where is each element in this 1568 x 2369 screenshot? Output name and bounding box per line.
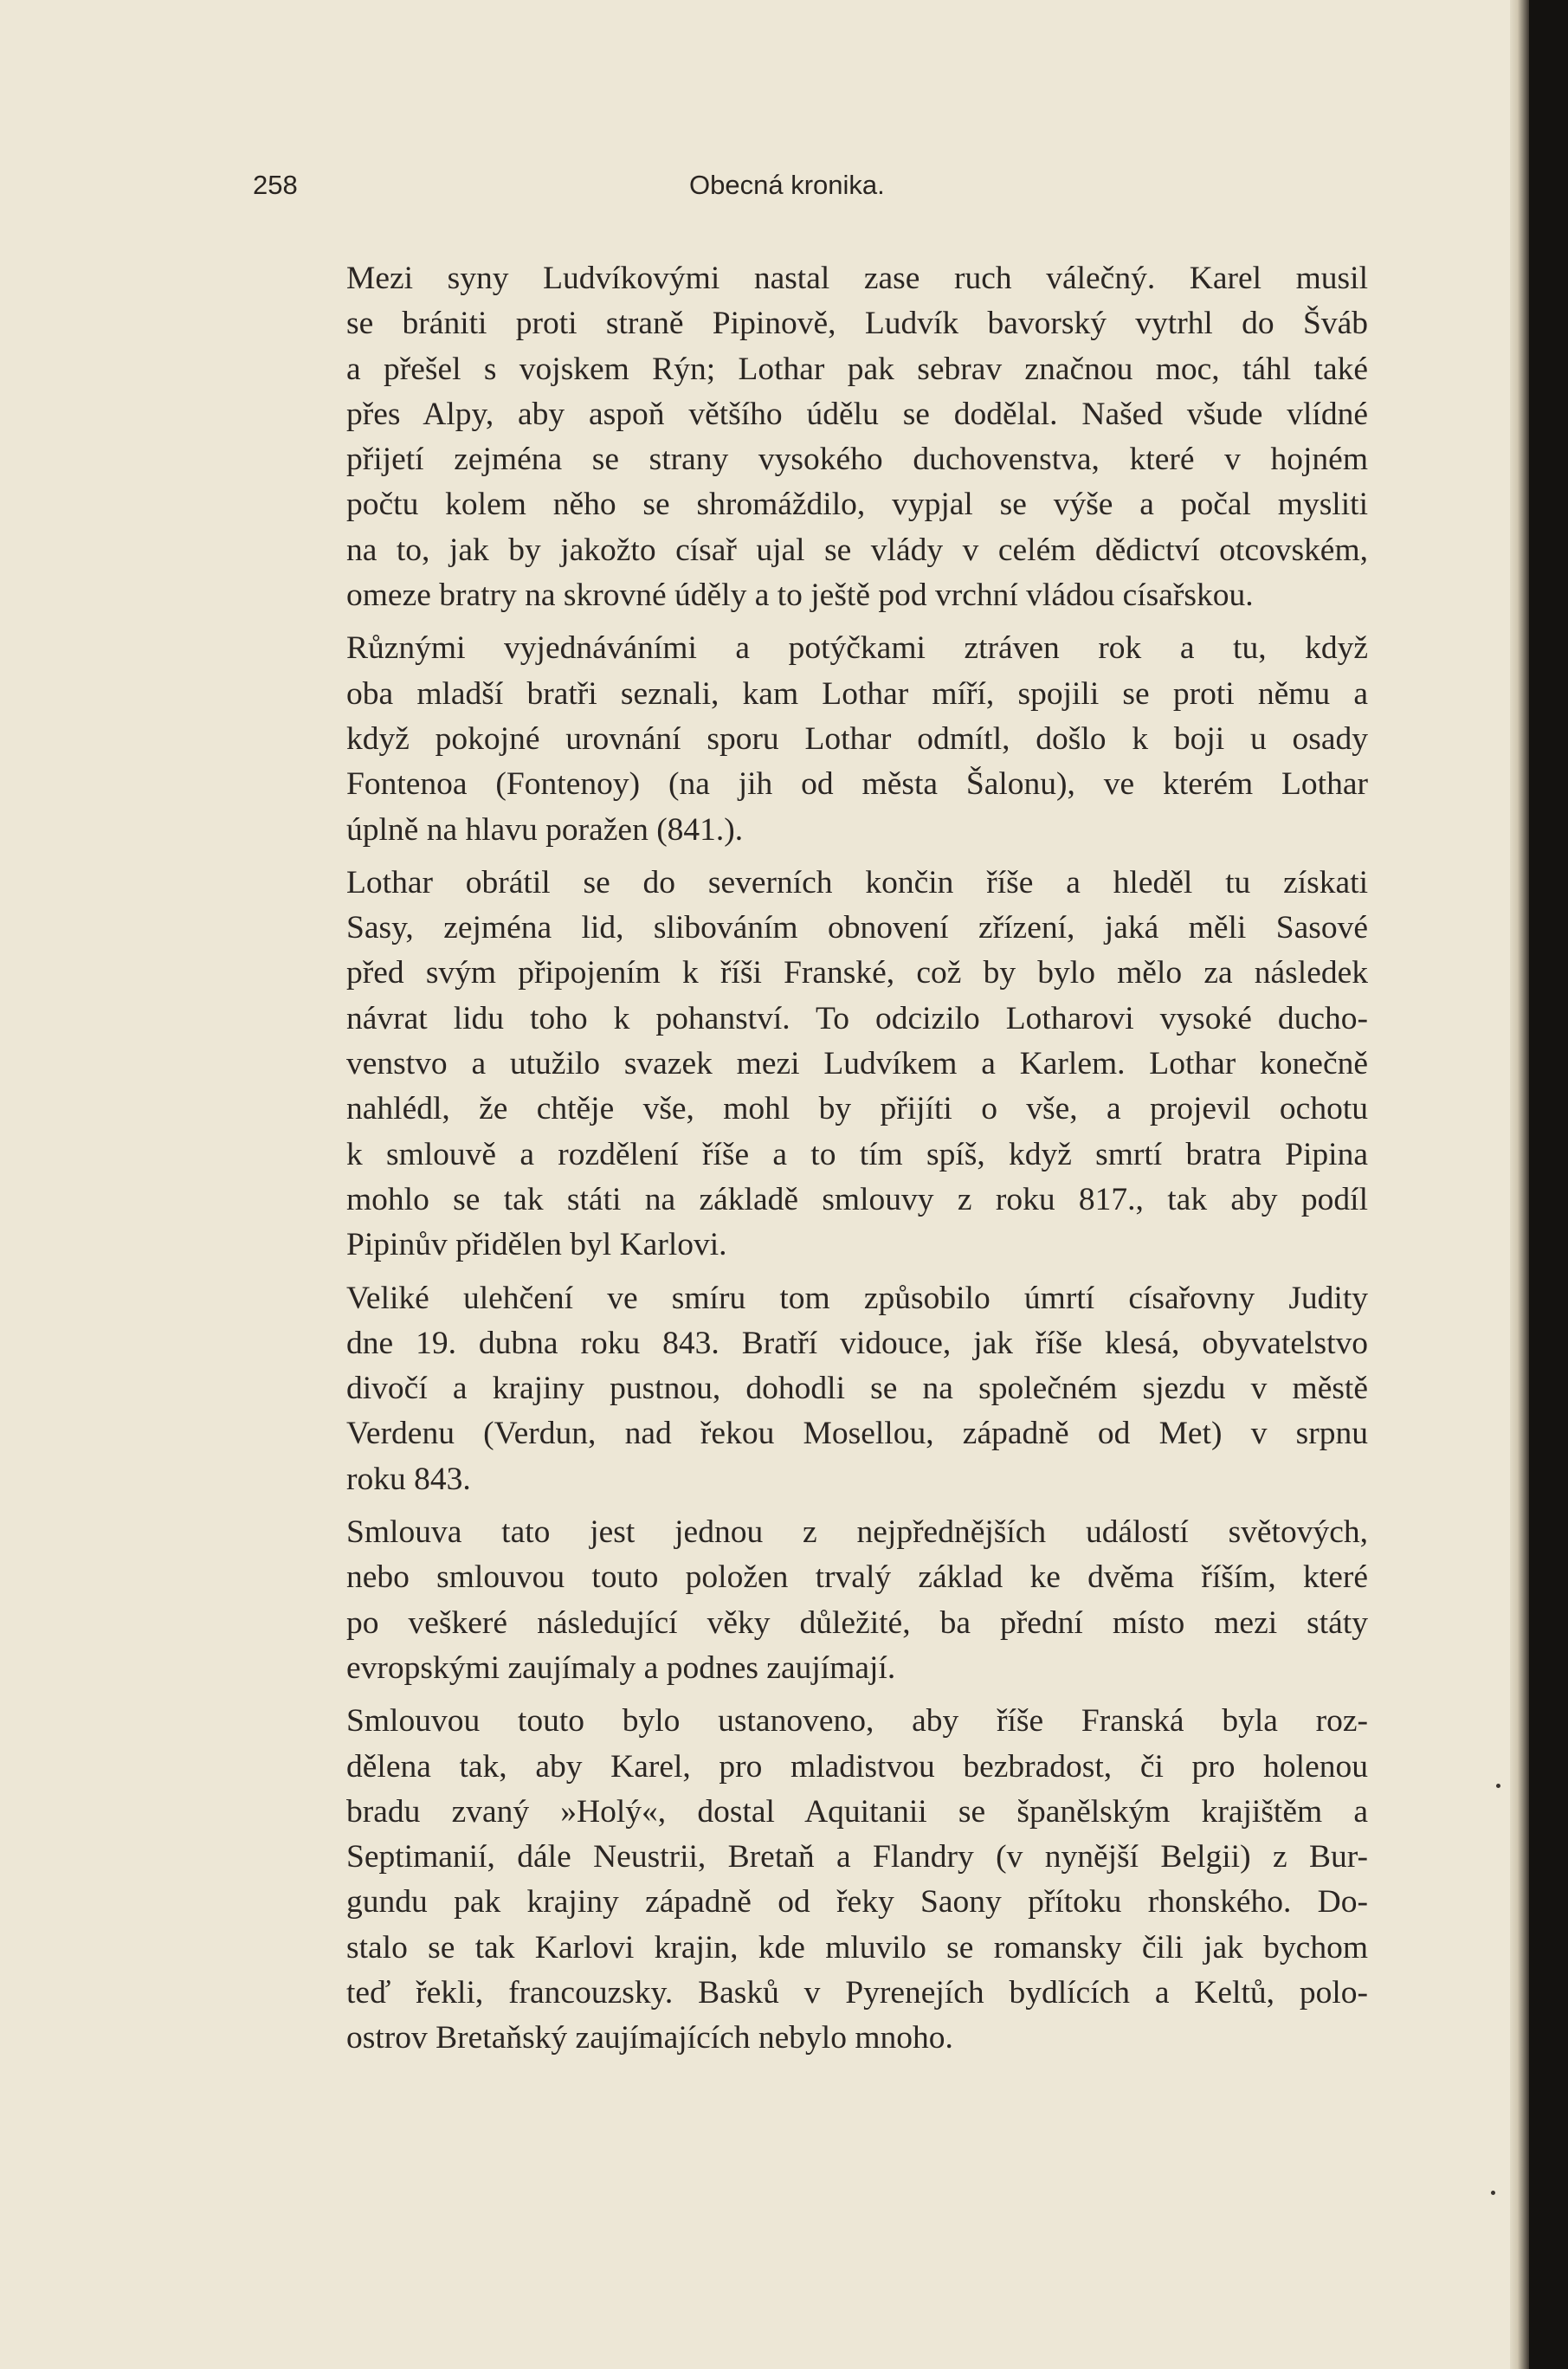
text-line: Pipinův přidělen byl Karlovi. xyxy=(346,1227,727,1263)
text-line: Smlouvou touto bylo ustanoveno, aby říše Franská byla roz- xyxy=(346,1703,1368,1740)
text-line: nebo smlouvou touto položen trvalý základ ke dvěma říším, které xyxy=(346,1559,1368,1596)
text-line: Smlouva tato jest jednou z nejpřednějších událostí světových, xyxy=(346,1514,1368,1551)
page-edge xyxy=(1510,0,1529,2369)
text-line: Verdenu (Verdun, nad řekou Mosellou, západně od Met) v srpnu xyxy=(346,1416,1368,1452)
binding-shadow xyxy=(1529,0,1568,2369)
text-line: teď řekli, francouzsky. Basků v Pyrenejích bydlících a Keltů, polo- xyxy=(346,1974,1368,2011)
text-line: venstvo a utužilo svazek mezi Ludvíkem a Karlem. Lothar konečně xyxy=(346,1046,1368,1082)
text-line: k smlouvě a rozdělení říše a to tím spíš, když smrtí bratra Pipina xyxy=(346,1136,1368,1172)
running-title: Obecná kronika. xyxy=(689,170,885,200)
text-line: ostrov Bretaňský zaujímajících nebylo mnoho. xyxy=(346,2020,953,2056)
text-line: Fontenoa (Fontenoy) (na jih od města Šalonu), ve kterém Lothar xyxy=(346,766,1368,803)
text-line: se brániti proti straně Pipinově, Ludvík bavorský vytrhl do Šváb xyxy=(346,306,1368,342)
paragraph xyxy=(253,1276,1368,1502)
text-line: evropskými zaujímaly a podnes zaujímají. xyxy=(346,1649,896,1686)
text-line: omeze bratry na skrovné úděly a to ještě pod vrchní vládou císařskou. xyxy=(346,578,1254,614)
print-speck xyxy=(1496,1784,1500,1788)
text-line: bradu zvaný »Holý«, dostal Aquitanii se španělským krajištěm a xyxy=(346,1793,1368,1830)
text-line: dne 19. dubna roku 843. Bratří vidouce, jak říše klesá, obyvatelstvo xyxy=(346,1325,1368,1361)
text-line: divočí a krajiny pustnou, dohodli se na společném sjezdu v městě xyxy=(346,1371,1368,1407)
text-line: přes Alpy, aby aspoň většího údělu se dodělal. Našed všude vlídné xyxy=(346,396,1368,432)
text-line: počtu kolem něho se shromáždilo, vypjal se výše a počal mysliti xyxy=(346,487,1368,523)
text-line: Veliké ulehčení ve smíru tom způsobilo úmrtí císařovny Judity xyxy=(346,1280,1368,1316)
text-line: Septimanií, dále Neustrii, Bretaň a Flandry (v nynější Belgii) z Bur- xyxy=(346,1839,1368,1875)
text-line: Lothar obrátil se do severních končin říše a hleděl tu získati xyxy=(346,864,1368,900)
paragraph xyxy=(253,861,1368,1268)
text-line: Sasy, zejména lid, slibováním obnovení zřízení, jaká měli Sasové xyxy=(346,910,1368,946)
text-line: na to, jak by jakožto císař ujal se vlády v celém dědictví otcovském, xyxy=(346,532,1368,568)
text-line: když pokojné urovnání sporu Lothar odmítl, došlo k boji u osady xyxy=(346,720,1368,757)
paragraph xyxy=(253,626,1368,852)
text-line: a přešel s vojskem Rýn; Lothar pak sebrav značnou moc, táhl také xyxy=(346,351,1368,387)
text-line: mohlo se tak státi na základě smlouvy z roku 817., tak aby podíl xyxy=(346,1181,1368,1217)
print-speck xyxy=(1491,2191,1495,2195)
body-text xyxy=(253,256,1368,2062)
text-line: po veškeré následující věky důležité, ba přední místo mezi státy xyxy=(346,1604,1368,1641)
text-line: návrat lidu toho k pohanství. To odcizilo Lotharovi vysoké ducho- xyxy=(346,1000,1368,1036)
text-line: úplně na hlavu poražen (841.). xyxy=(346,811,744,848)
page-number: 258 xyxy=(253,170,298,200)
paragraph xyxy=(253,256,1368,618)
text-line: přijetí zejména se strany vysokého duchovenstva, které v hojném xyxy=(346,442,1368,478)
text-line: gundu pak krajiny západně od řeky Saony přítoku rhonského. Do- xyxy=(346,1884,1368,1920)
text-line: před svým připojením k říši Franské, což by bylo mělo za následek xyxy=(346,955,1368,991)
text-line: Různými vyjednáváními a potýčkami ztráven rok a tu, když xyxy=(346,630,1368,667)
text-line: dělena tak, aby Karel, pro mladistvou bezbradost, či pro holenou xyxy=(346,1748,1368,1785)
text-line: Mezi syny Ludvíkovými nastal zase ruch válečný. Karel musil xyxy=(346,261,1368,296)
paragraph xyxy=(253,1699,1368,2061)
text-line: roku 843. xyxy=(346,1461,471,1497)
running-head xyxy=(0,170,1517,208)
text-line: stalo se tak Karlovi krajin, kde mluvilo se romansky čili jak bychom xyxy=(346,1929,1368,1966)
text-line: oba mladší bratři seznali, kam Lothar míří, spojili se proti němu a xyxy=(346,675,1368,712)
text-line: nahlédl, že chtěje vše, mohl by přijíti o vše, a projevil ochotu xyxy=(346,1091,1368,1127)
paragraph xyxy=(253,1510,1368,1691)
